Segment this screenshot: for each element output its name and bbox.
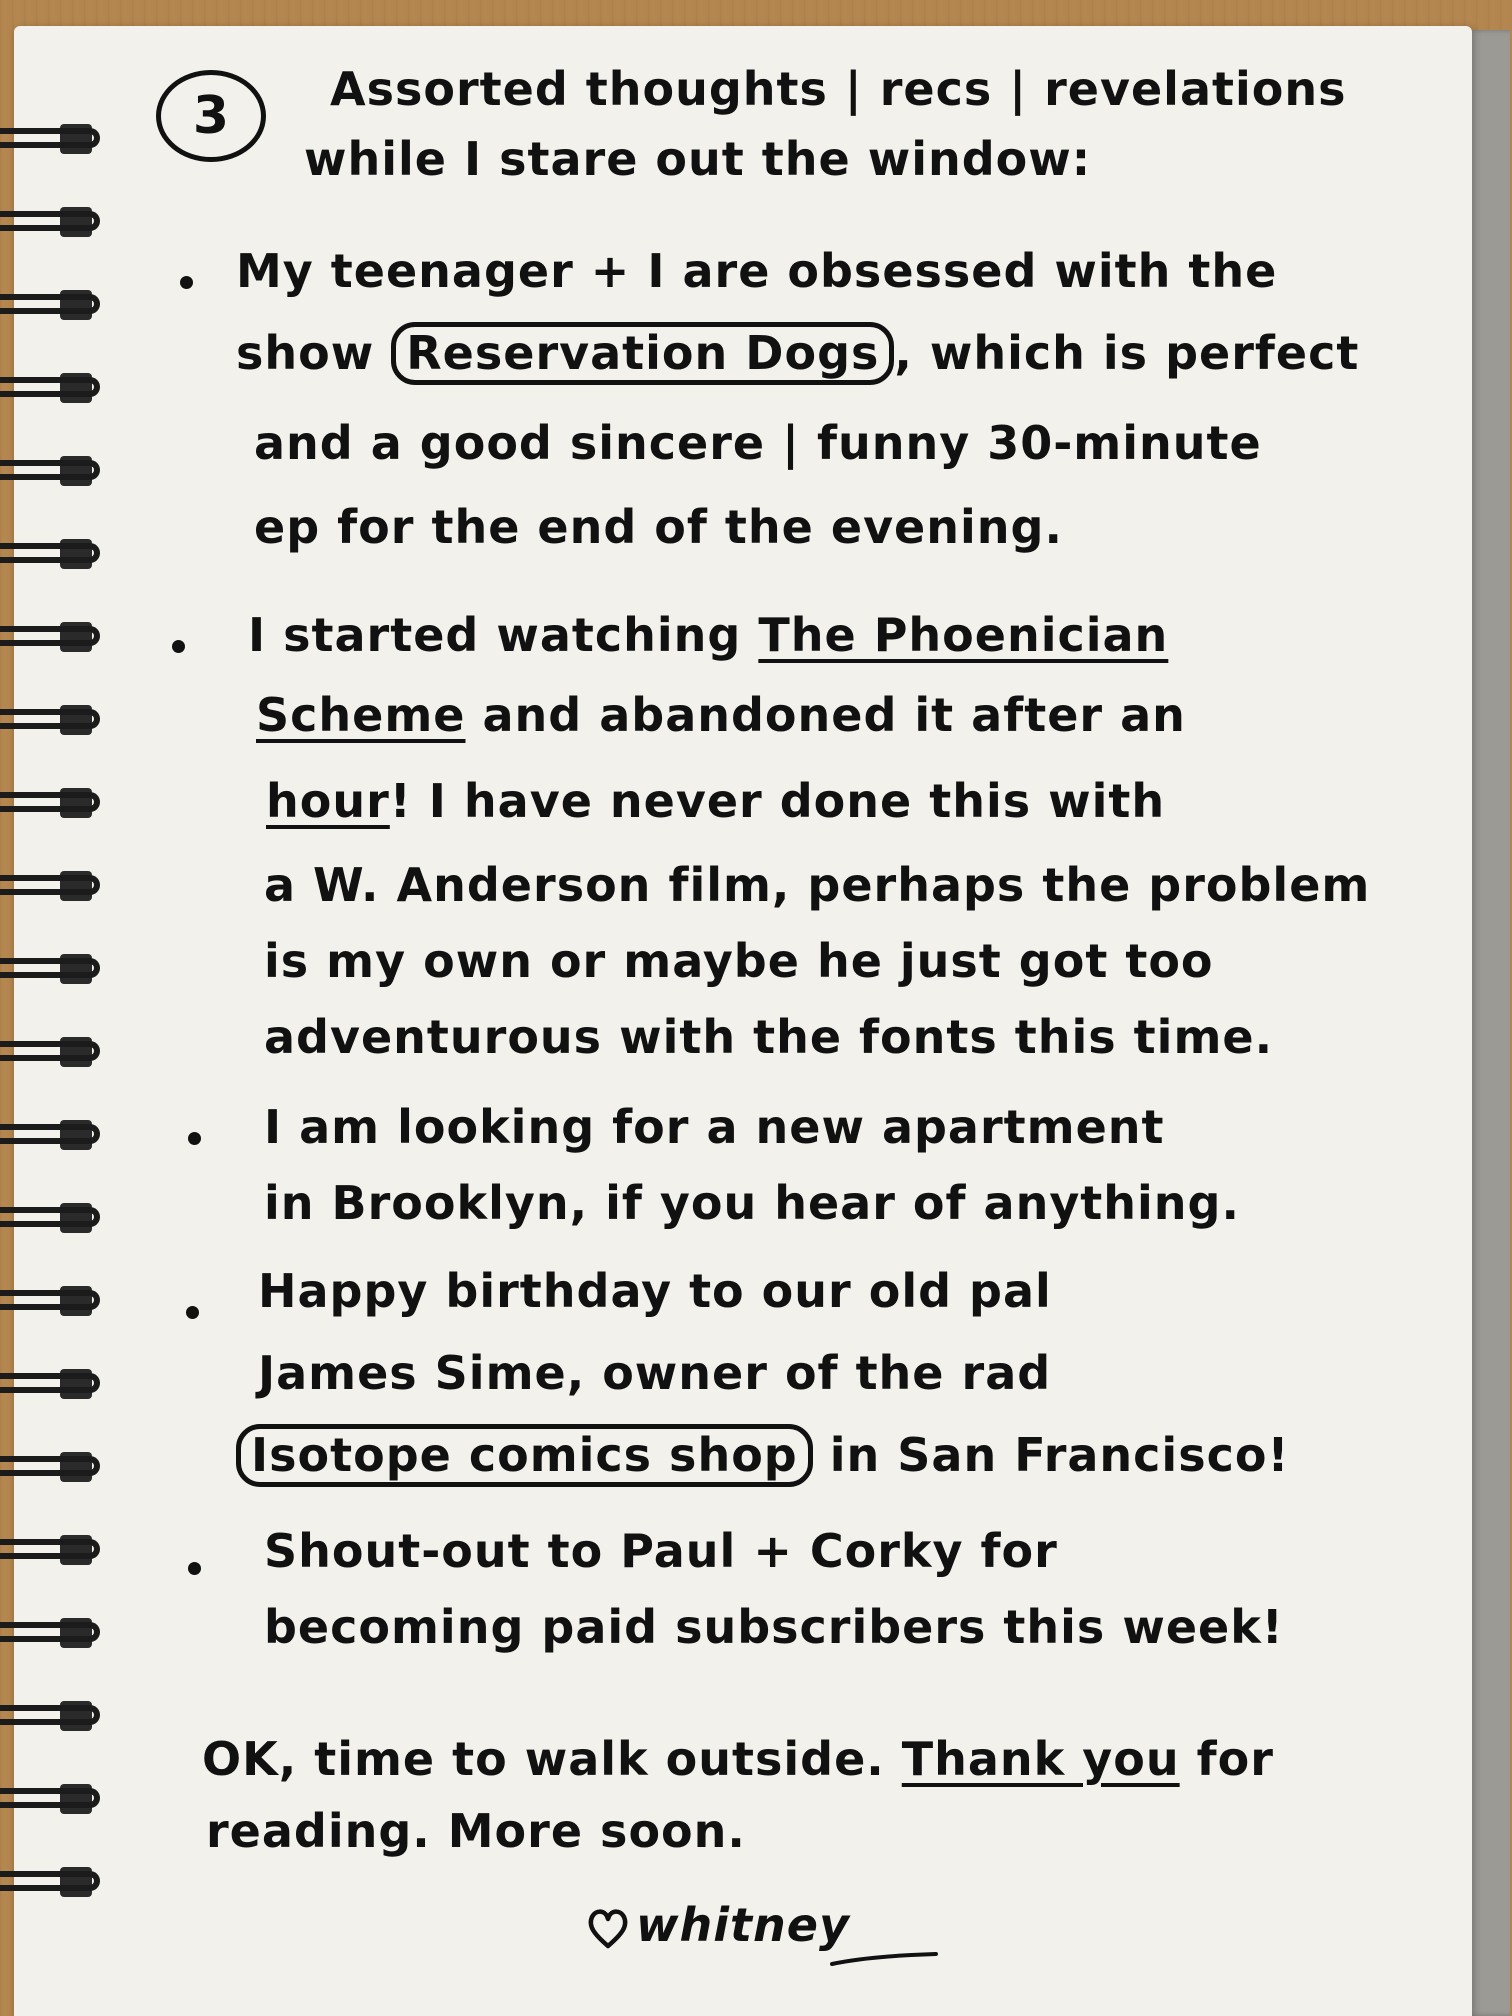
note-line: a W. Anderson film, perhaps the problem (264, 858, 1371, 912)
spiral-coil (0, 203, 110, 237)
spiral-coil (0, 784, 110, 818)
bullet-dot (172, 640, 185, 653)
spiral-coil (0, 452, 110, 486)
signature: whitney (636, 1898, 850, 1952)
bullet-dot (186, 1306, 199, 1319)
closing-line-2: reading. More soon. (206, 1804, 746, 1858)
closing-line-1 (202, 1732, 1274, 1786)
note-text: I started watching (248, 608, 759, 662)
signature-flourish (830, 1946, 940, 1970)
underlined-film-title: The Phoenician (758, 608, 1169, 662)
heading-line-1: Assorted thoughts | recs | revelations (330, 62, 1347, 116)
note-text: show (236, 326, 392, 380)
spiral-coil (0, 1780, 110, 1814)
note-line: and a good sincere | funny 30-minute (254, 416, 1262, 470)
spiral-coil (0, 535, 110, 569)
spiral-coil (0, 701, 110, 735)
spiral-coil (0, 1033, 110, 1067)
note-text: in San Francisco! (812, 1428, 1290, 1482)
note-line: My teenager + I are obsessed with the (236, 244, 1278, 298)
note-text: OK, time to walk outside. (202, 1732, 902, 1786)
note-line: is my own or maybe he just got too (264, 934, 1214, 988)
spiral-coil (0, 1531, 110, 1565)
underlined-thank-you: Thank you (901, 1732, 1180, 1786)
page-number-circle (156, 70, 266, 162)
underlined-film-title: Scheme (256, 688, 466, 742)
spiral-coil (0, 1365, 110, 1399)
note-text: for (1179, 1732, 1274, 1786)
note-line: becoming paid subscribers this week! (264, 1600, 1284, 1654)
spiral-binding (0, 0, 120, 2016)
boxed-shop-name: Isotope comics shop (236, 1424, 813, 1487)
note-line (256, 688, 1186, 742)
bullet-dot (188, 1562, 201, 1575)
note-line (248, 608, 1169, 662)
spiral-coil (0, 618, 110, 652)
note-text: and abandoned it after an (465, 688, 1186, 742)
spiral-coil (0, 1199, 110, 1233)
bullet-dot (180, 276, 193, 289)
spiral-coil (0, 1614, 110, 1648)
spiral-coil (0, 1116, 110, 1150)
note-line: I am looking for a new apartment (264, 1100, 1165, 1154)
note-text: ! I have never done this with (389, 774, 1166, 828)
note-line: adventurous with the fonts this time. (264, 1010, 1274, 1064)
heading-line-2: while I stare out the window: (304, 132, 1092, 186)
note-text: , which is perfect (894, 326, 1360, 380)
note-line (266, 774, 1166, 828)
note-line (236, 1424, 1289, 1487)
heart-icon (586, 1906, 630, 1950)
spiral-coil (0, 120, 110, 154)
bullet-dot (188, 1132, 201, 1145)
spiral-coil (0, 950, 110, 984)
spiral-coil (0, 369, 110, 403)
spiral-coil (0, 1863, 110, 1897)
note-line: Happy birthday to our old pal (258, 1264, 1052, 1318)
note-line: in Brooklyn, if you hear of anything. (264, 1176, 1240, 1230)
spiral-coil (0, 286, 110, 320)
boxed-show-title: Reservation Dogs (391, 322, 894, 385)
spiral-coil (0, 1448, 110, 1482)
spiral-coil (0, 1282, 110, 1316)
note-line (236, 322, 1359, 385)
note-line: James Sime, owner of the rad (258, 1346, 1052, 1400)
spiral-coil (0, 1697, 110, 1731)
spiral-coil (0, 867, 110, 901)
underlined-word: hour (266, 774, 390, 828)
note-line: Shout-out to Paul + Corky for (264, 1524, 1058, 1578)
note-line: ep for the end of the evening. (254, 500, 1063, 554)
page-number: 3 (192, 86, 230, 146)
